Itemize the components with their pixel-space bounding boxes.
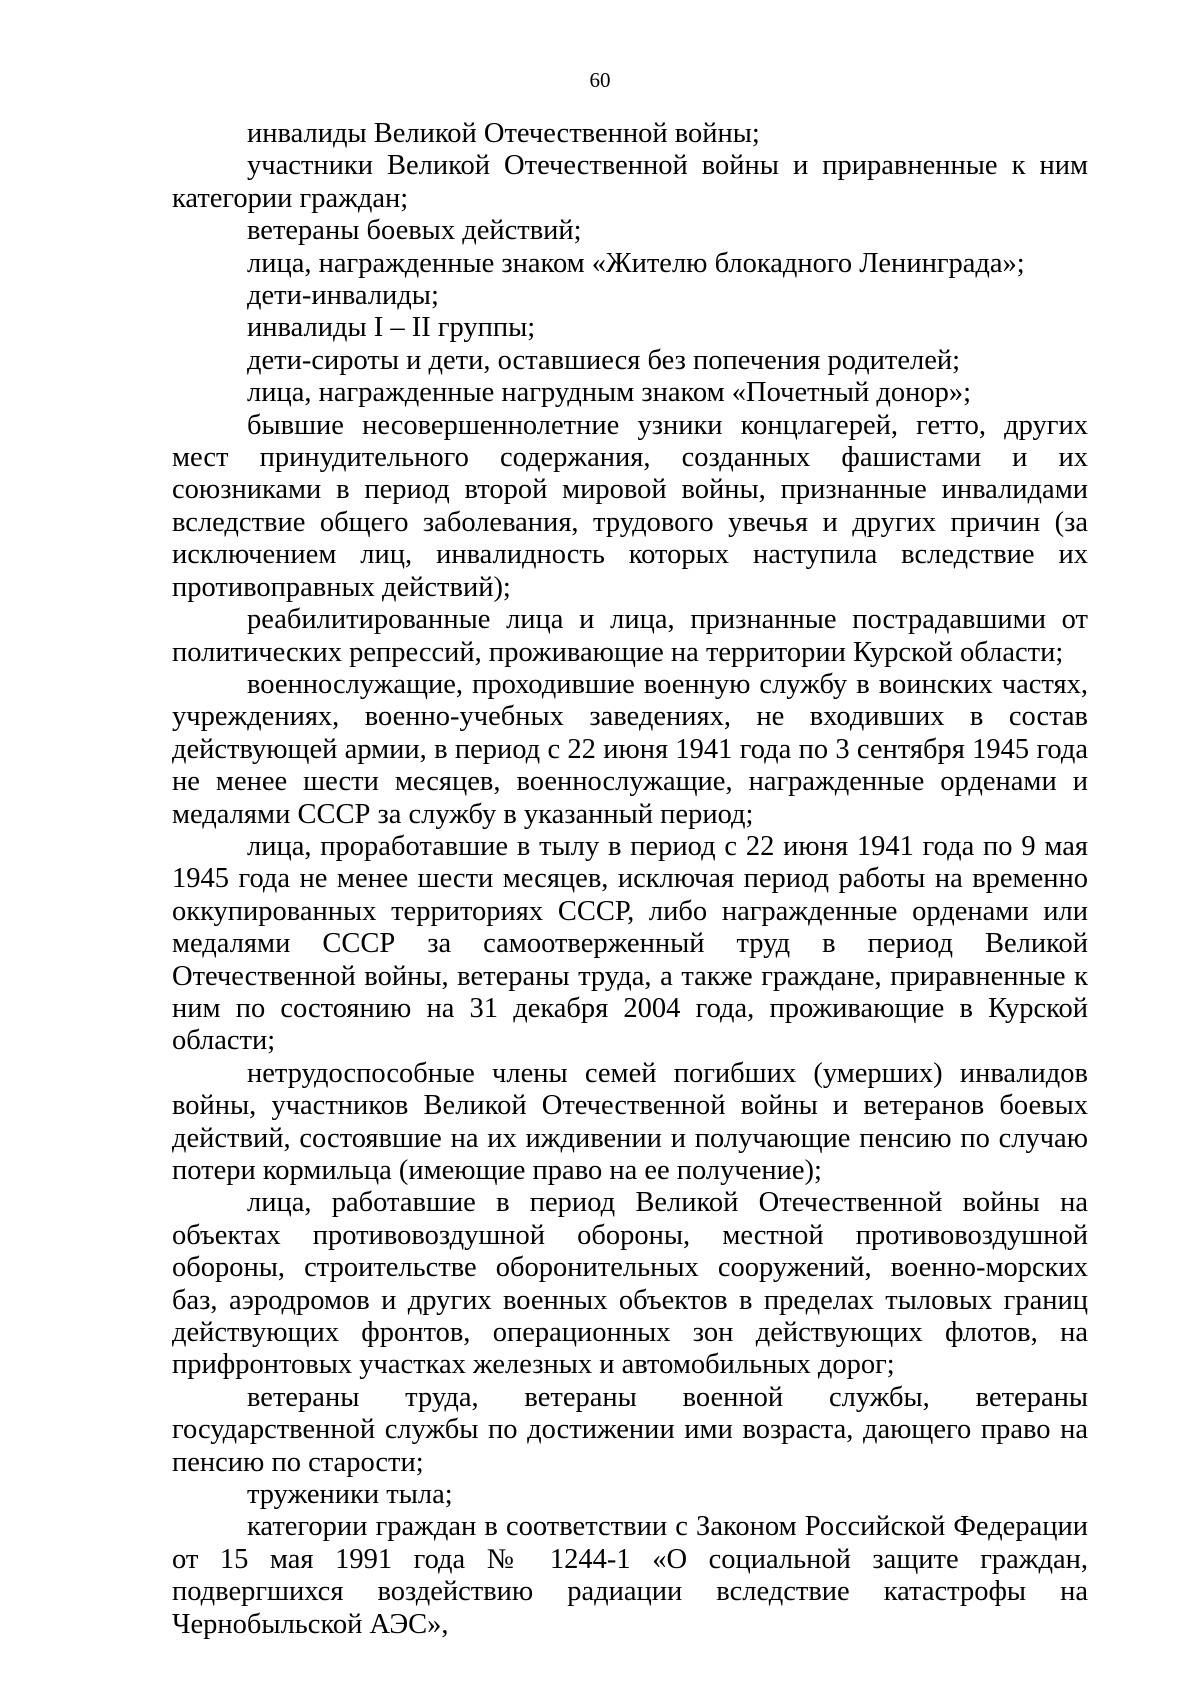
paragraph: бывшие несовершеннолетние узники концлагерей, гетто, других мест принудительного содержания, созданных фашистами и их союзниками в период второй мировой войны, признанные инвалидами вследствие общего заболевания, трудового увечья и других причин (за исключением лиц, инвалидность которых наступила вследствие их противоправных действий); bbox=[172, 409, 1088, 603]
paragraph: инвалиды I – II группы; bbox=[247, 312, 536, 344]
paragraph: лица, проработавшие в тылу в период с 22 июня 1941 года по 9 мая 1945 года не менее шести месяцев, исключая период работы на временно оккупированных территориях СССР, либо награжденные орденами или медалями СССР за самоотверженный труд в период Великой Отечественной войны, ветераны труда, а также граждане, приравненные к ним по состоянию на 31 декабря 2004 года, проживающие в Курской области; bbox=[172, 830, 1088, 1057]
paragraph: реабилитированные лица и лица, признанные пострадавшими от политических репрессий, проживающие на территории Курской области; bbox=[172, 604, 1088, 668]
paragraph: лица, работавшие в период Великой Отечественной войны на объектах противовоздушной обороны, местной противовоздушной обороны, строительстве оборонительных сооружений, военно-морских баз, аэродромов и других военных объектов в пределах тыловых границ действующих фронтов, операционных зон действующих флотов, на прифронтовых участках железных и автомобильных дорог; bbox=[172, 1187, 1088, 1381]
paragraph: участники Великой Отечественной войны и приравненные к ним категории граждан; bbox=[172, 150, 1088, 214]
page-number: 60 bbox=[589, 68, 611, 92]
paragraph: нетрудоспособные члены семей погибших (умерших) инвалидов войны, участников Великой Отечественной войны и ветеранов боевых действий, состоявшие на их иждивении и получающие пенсию по случаю потери кормильца (имеющие право на ее получение); bbox=[172, 1057, 1088, 1186]
paragraph: инвалиды Великой Отечественной войны; bbox=[247, 118, 760, 149]
paragraph: военнослужащие, проходившие военную службу в воинских частях, учреждениях, военно-учебных заведениях, не входивших в состав действующей армии, в период с 22 июня 1941 года по 3 сентября 1945 года не менее шести месяцев, военнослужащие, награжденные орденами и медалями СССР за службу в указанный период; bbox=[172, 668, 1088, 830]
document-body bbox=[172, 118, 1088, 1641]
paragraph: дети-сироты и дети, оставшиеся без попечения родителей; bbox=[247, 344, 961, 376]
paragraph: категории граждан в соответствии с Законом Российской Федерации от 15 мая 1991 года № 1244-1 «О социальной защите граждан, подвергшихся воздействию радиации вследствие катастрофы на Чернобыльской АЭС», bbox=[172, 1511, 1088, 1640]
paragraph: ветераны труда, ветераны военной службы, ветераны государственной службы по достижении ими возраста, дающего право на пенсию по старости; bbox=[172, 1381, 1088, 1478]
paragraph: лица, награжденные знаком «Жителю блокадного Ленинграда»; bbox=[247, 247, 1025, 279]
paragraph: ветераны боевых действий; bbox=[247, 215, 582, 247]
paragraph: дети-инвалиды; bbox=[247, 280, 439, 312]
paragraph: лица, награжденные нагрудным знаком «Почетный донор»; bbox=[247, 377, 972, 409]
paragraph: труженики тыла; bbox=[247, 1479, 453, 1511]
